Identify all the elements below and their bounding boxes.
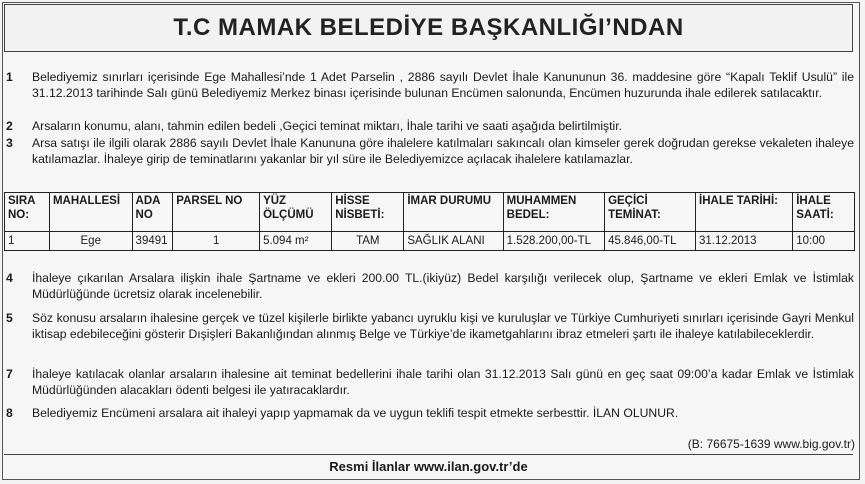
item-text: Arsa satışı ile ilgili olarak 2886 sayılı Devlet İhale Kanununa göre ihalelere katılmaları sakıncalı olan kimseler gerek doğrudan gerekse vekaleten ihaleye katılamazlar. İhaleye girip de teminatlarını yakanlar bir yıl süre ile Belediyemizce açılacak ihalelere katılamazlar.	[32, 136, 854, 166]
cell-yuz-olcumu: 5.094 m²	[260, 232, 332, 251]
cell-ada-no: 39491	[132, 232, 173, 251]
item-number: 1	[6, 70, 13, 84]
col-sira-no: SIRA NO:	[5, 193, 50, 232]
item-number: 3	[6, 136, 13, 150]
col-muhammen-bedel: MUHAMMEN BEDEL:	[503, 193, 604, 232]
cell-hisse-nisbeti: TAM	[332, 232, 404, 251]
col-mahallesi: MAHALLESİ	[49, 193, 132, 232]
cell-imar-durumu: SAĞLIK ALANI	[404, 232, 503, 251]
item-number: 2	[6, 119, 13, 133]
item-2	[6, 118, 854, 134]
title-box	[4, 4, 853, 52]
item-text: Belediyemiz Encümeni arsalara ait ihaleyi yapıp yapmamak da ve uygun teklifi tespit etmekte serbesttir. İLAN OLUNUR.	[32, 406, 679, 420]
item-number: 7	[6, 367, 13, 381]
col-gecici-teminat: GEÇİCİ TEMİNAT:	[605, 193, 696, 232]
item-3	[6, 135, 854, 167]
cell-parsel-no: 1	[173, 232, 260, 251]
col-imar-durumu: İMAR DURUMU	[404, 193, 503, 232]
col-yuz-olcumu: YÜZ ÖLÇÜMÜ	[260, 193, 332, 232]
item-number: 8	[6, 406, 13, 420]
cell-ihale-saati: 10:00	[793, 232, 855, 251]
col-parsel-no: PARSEL NO	[173, 193, 260, 232]
footer-link[interactable]: Resmi İlanlar www.ilan.gov.tr’de	[4, 454, 853, 478]
table-row	[5, 232, 855, 251]
page-title: T.C MAMAK BELEDİYE BAŞKANLIĞI’NDAN	[173, 14, 684, 41]
item-number: 4	[6, 271, 13, 285]
cell-mahallesi: Ege	[49, 232, 132, 251]
item-text: Arsaların konumu, alanı, tahmin edilen bedeli ,Geçici teminat miktarı, İhale tarihi ve saati aşağıda belirtilmiştir.	[32, 119, 623, 133]
item-text: İhaleye katılacak olanlar arsaların ihalesine ait teminat bedellerini ihale tarihi olan 31.12.2013 Salı günü en geç saat 09:00’a kadar Emlak ve İstimlak Müdürlüğünden alacakları ödenti belgesi ile yatıracaklardır.	[32, 367, 854, 397]
parcel-table	[4, 192, 855, 251]
item-5	[6, 310, 854, 342]
item-number: 5	[6, 311, 13, 325]
cell-gecici-teminat: 45.846,00-TL	[605, 232, 696, 251]
col-ihale-saati: İHALE SAATİ:	[793, 193, 855, 232]
reference-code: (B: 76675-1639 www.big.gov.tr)	[687, 437, 855, 451]
item-8	[6, 405, 854, 421]
col-hisse-nisbeti: HİSSE NİSBETİ:	[332, 193, 404, 232]
col-ihale-tarihi: İHALE TARİHİ:	[696, 193, 793, 232]
col-ada-no: ADA NO	[132, 193, 173, 232]
cell-ihale-tarihi: 31.12.2013	[696, 232, 793, 251]
table-header-row	[5, 193, 855, 232]
cell-muhammen-bedel: 1.528.200,00-TL	[503, 232, 604, 251]
item-text: Söz konusu arsaların ihalesine gerçek ve tüzel kişilerle birlikte yabancı uyruklu kişi ve kuruluşlar ve Türkiye Cumhuriyeti sınırları içerisinde Gayri Menkul iktisap edebileceğini gösterir Dışişleri Bakanlığından alınmış Belge ve Türkiye’de ikametgahlarını ibraz etmeleri şartı ile ihaleye katılabileceklerdir.	[32, 311, 854, 341]
item-7	[6, 366, 854, 398]
item-1	[6, 69, 854, 101]
cell-sira-no: 1	[5, 232, 50, 251]
item-4	[6, 270, 854, 302]
item-text: Belediyemiz sınırları içerisinde Ege Mahallesi’nde 1 Adet Parselin , 2886 sayılı Devlet İhale Kanununun 36. maddesine göre “Kapalı Teklif Usulü” ile 31.12.2013 tarihinde Salı günü Belediyemiz Merkez binası içerisinde bulunan Encümen salonunda, Encümen huzurunda ihale edilerek satılacaktır.	[32, 70, 854, 100]
item-text: İhaleye çıkarılan Arsalara ilişkin ihale Şartname ve ekleri 200.00 TL.(ikiyüz) Bedel karşılığı verilecek olup, Şartname ve ekleri Emlak ve İstimlak Müdürlüğünde ücretsiz olarak incelenebilir.	[32, 271, 854, 301]
